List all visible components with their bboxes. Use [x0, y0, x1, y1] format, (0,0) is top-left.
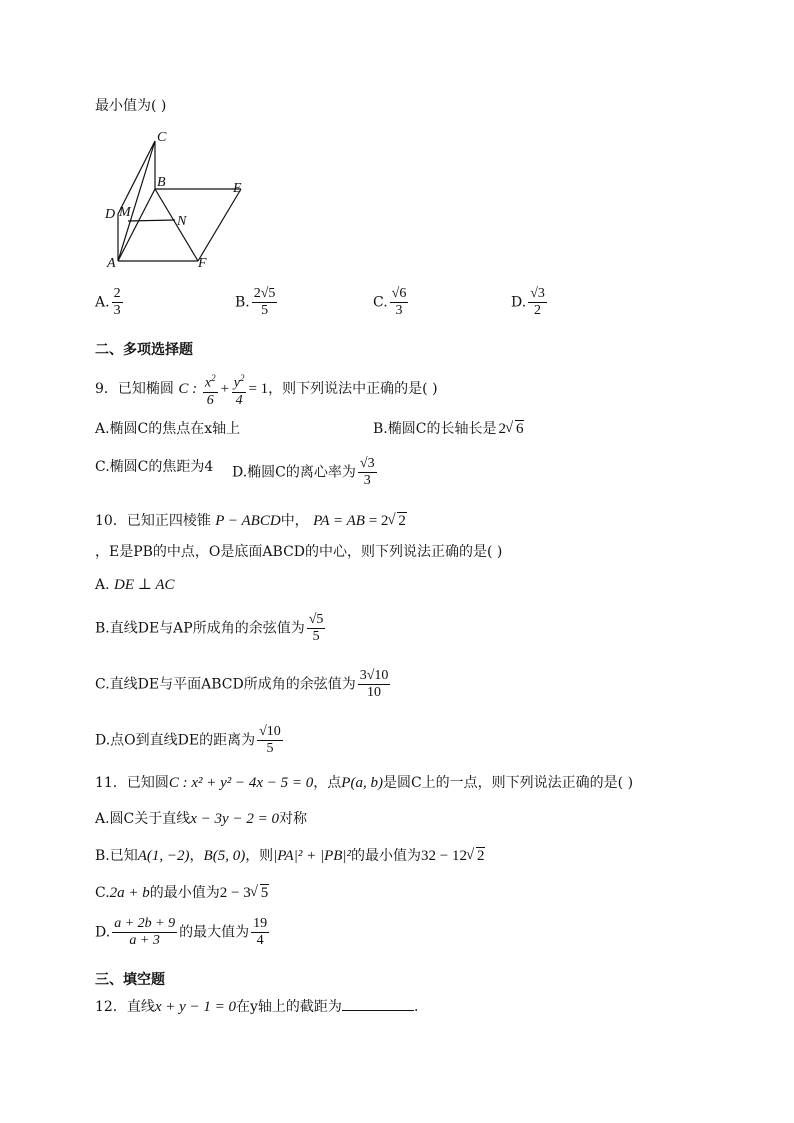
fig-label-n: N — [177, 214, 187, 229]
q8-geometry-figure — [95, 128, 255, 273]
q11-option-a[interactable]: A.圆C关于直线x − 3y − 2 = 0对称 — [95, 811, 307, 827]
q9-option-b[interactable]: B.椭圆C的长轴长是 2√ 6 — [373, 418, 524, 438]
fig-label-f: F — [198, 256, 207, 271]
section-3-title: 三、填空题 — [95, 972, 165, 988]
q10-option-b[interactable]: B.直线DE与AP所成角的余弦值为 $\frac{√5}{5}$ — [95, 612, 324, 644]
q11-option-c[interactable]: C.2a + b的最小值为2 − 3√ 5 — [95, 882, 269, 902]
q10-condition: PA = AB = 2√ 2 — [313, 513, 407, 529]
q9-option-d[interactable]: D.椭圆C的离心率为 $\frac{√3}{3}$ — [232, 456, 375, 488]
q12-stem: 12．直线x + y − 1 = 0在y轴上的截距为 . — [95, 996, 418, 1017]
q8-option-c[interactable]: C. $\frac{√6}{3}$ — [373, 286, 407, 318]
q8-option-a[interactable]: A. $\frac{2}{3}$ — [95, 286, 121, 318]
fig-label-b: B — [157, 175, 166, 190]
q12-answer-blank[interactable] — [342, 996, 414, 1011]
q10-option-a[interactable]: A. DE ⊥ AC — [95, 577, 175, 593]
q8-option-b[interactable]: B. $\frac{2√5}{5}$ — [235, 286, 276, 318]
q8-stem-tail: 最小值为( ) — [95, 98, 167, 114]
fig-label-e: E — [233, 181, 242, 196]
fig-label-d: D — [105, 207, 116, 222]
section-2-title: 二、多项选择题 — [95, 342, 193, 358]
q10-option-c[interactable]: C.直线DE与平面ABCD所成角的余弦值为 $\frac{3√10}{10}$ — [95, 668, 389, 700]
q10-option-d[interactable]: D.点O到直线DE的距离为 $\frac{√10}{5}$ — [95, 724, 281, 756]
q11-option-b[interactable]: B.已知A(1, −2)，B(5, 0)，则|PA|² + |PB|²的最小值为32 − 12√ 2 — [95, 845, 485, 865]
q10-stem: 10．已知正四棱锥 P − ABCD中， PA = AB = 2√ 2 — [95, 511, 407, 531]
q9-option-c[interactable]: C.椭圆C的焦距为4 — [95, 459, 214, 475]
q9-stem: 9．已知椭圆 C : $\frac{x^2}{6}$ + $\frac{y^2}{4}$ = 1，则下列说法中正确的是( ) — [95, 370, 438, 409]
q9-option-a[interactable]: A.椭圆C的焦点在x轴上 — [95, 421, 241, 437]
fig-label-c: C — [157, 130, 167, 145]
fig-label-m: M — [119, 205, 131, 220]
q10-pyramid: P − ABCD — [215, 513, 281, 529]
q11-stem: 11．已知圆C : x² + y² − 4x − 5 = 0，点P(a, b)是圆C上的一点，则下列说法正确的是( ) — [95, 775, 634, 791]
q10-stem-line2: ，E是PB的中点，O是底面ABCD的中心，则下列说法正确的是( ) — [95, 544, 503, 560]
q8-option-d[interactable]: D. $\frac{√3}{2}$ — [511, 286, 545, 318]
fig-label-a: A — [107, 256, 116, 271]
q11-option-d[interactable]: D. $\frac{a + 2b + 9}{a + 3}$ 的最大值为 $\frac{19}{4}$ — [95, 916, 268, 948]
q9-equation: C : $\frac{x^2}{6}$ + $\frac{y^2}{4}$ = 1 — [178, 381, 268, 397]
